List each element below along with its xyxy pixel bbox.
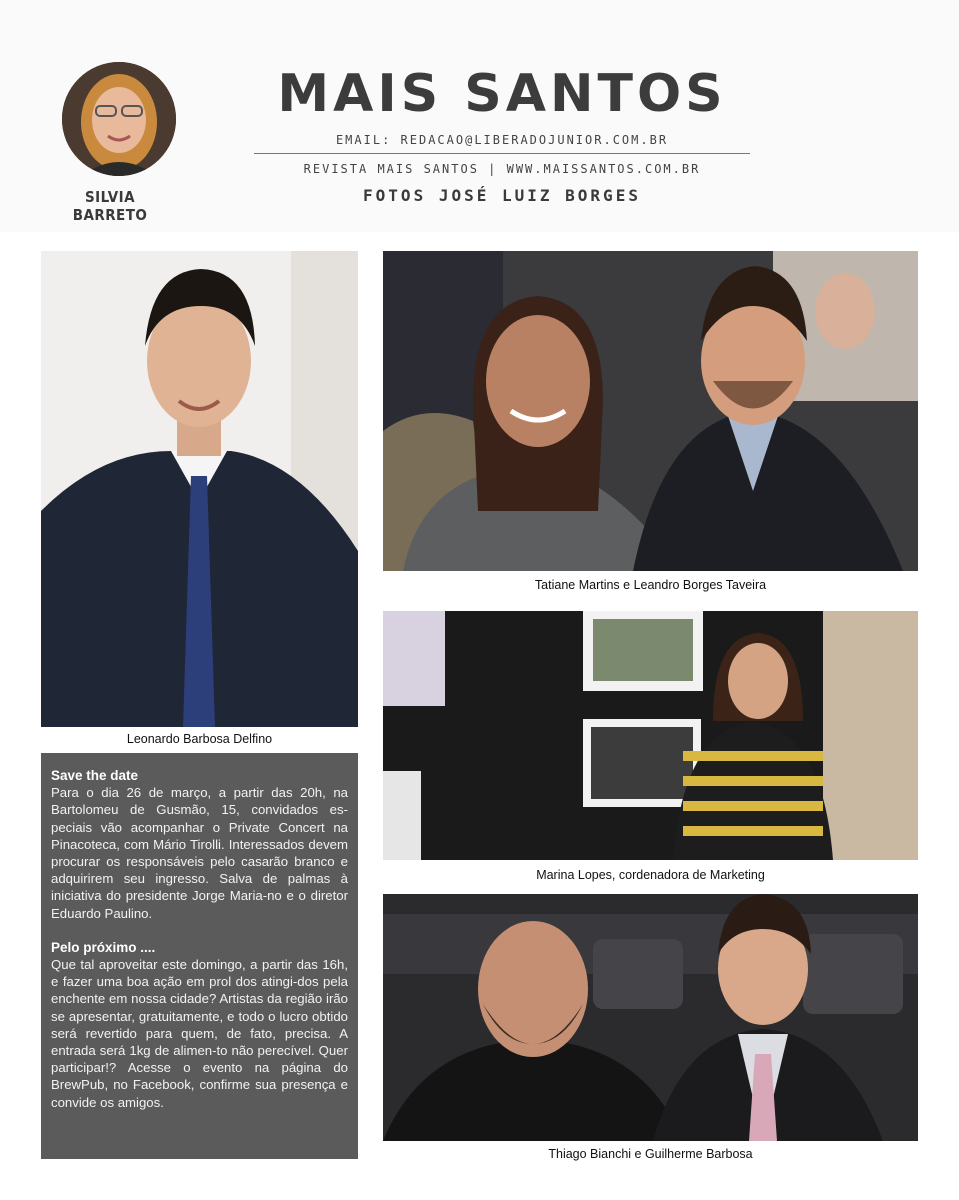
article-spacer: [51, 922, 348, 939]
article-body-save-the-date: Para o dia 26 de março, a partir das 20h, na Bartolomeu de Gusmão, 15, convidados es-peciais vão acompanhar o Private Concert na Pinacoteca, com Mário Tirolli. Interessados devem procurar os responsáveis pelo casarão branco e adquirirem seu ingresso. Salva de palmas à iniciativa do presidente Jorge Maria-no e o diretor Eduardo Paulino.: [51, 785, 348, 921]
caption-tatiane-leandro: Tatiane Martins e Leandro Borges Taveira: [534, 578, 767, 592]
photos-credit: FOTOS JOSÉ LUIZ BORGES: [363, 186, 641, 205]
caption-thiago-guilherme: Thiago Bianchi e Guilherme Barbosa: [548, 1147, 753, 1161]
photo-thiago-guilherme: [383, 894, 918, 1141]
article-heading-pelo-proximo: Pelo próximo ....: [51, 939, 156, 955]
columnist-name: SILVIA BARRETO: [72, 188, 148, 224]
site-line: REVISTA MAIS SANTOS | WWW.MAISSANTOS.COM.BR: [303, 162, 701, 176]
photo-tatiane-leandro: [383, 251, 918, 571]
columnist-avatar: [62, 62, 176, 176]
magazine-title: MAIS SANTOS: [277, 64, 727, 124]
events-textbox: [41, 753, 358, 1159]
photo-leonardo: [41, 251, 358, 727]
caption-marina: Marina Lopes, cordenadora de Marketing: [536, 868, 765, 882]
article-heading-save-the-date: Save the date: [51, 768, 139, 783]
article-body-pelo-proximo: Que tal aproveitar este domingo, a partir das 16h, e fazer uma boa ação em prol dos atingi-dos pela enchente em nossa cidade? Artistas da região irão se apresentar, gratuitamente, e todo o lucro obtido será revertido para quem, de fato, precisa. A entrada será 1kg de alimen-to não perecível. Quer participar!? Acesse o evento na página do BrewPub, no Facebook, confirme sua presença e convide os amigos.: [51, 957, 348, 1110]
caption-leonardo: Leonardo Barbosa Delfino: [126, 732, 273, 746]
photo-marina: [383, 611, 918, 860]
email-line: EMAIL: REDACAO@LIBERADOJUNIOR.COM.BR: [335, 133, 669, 147]
header-divider: [254, 153, 750, 154]
